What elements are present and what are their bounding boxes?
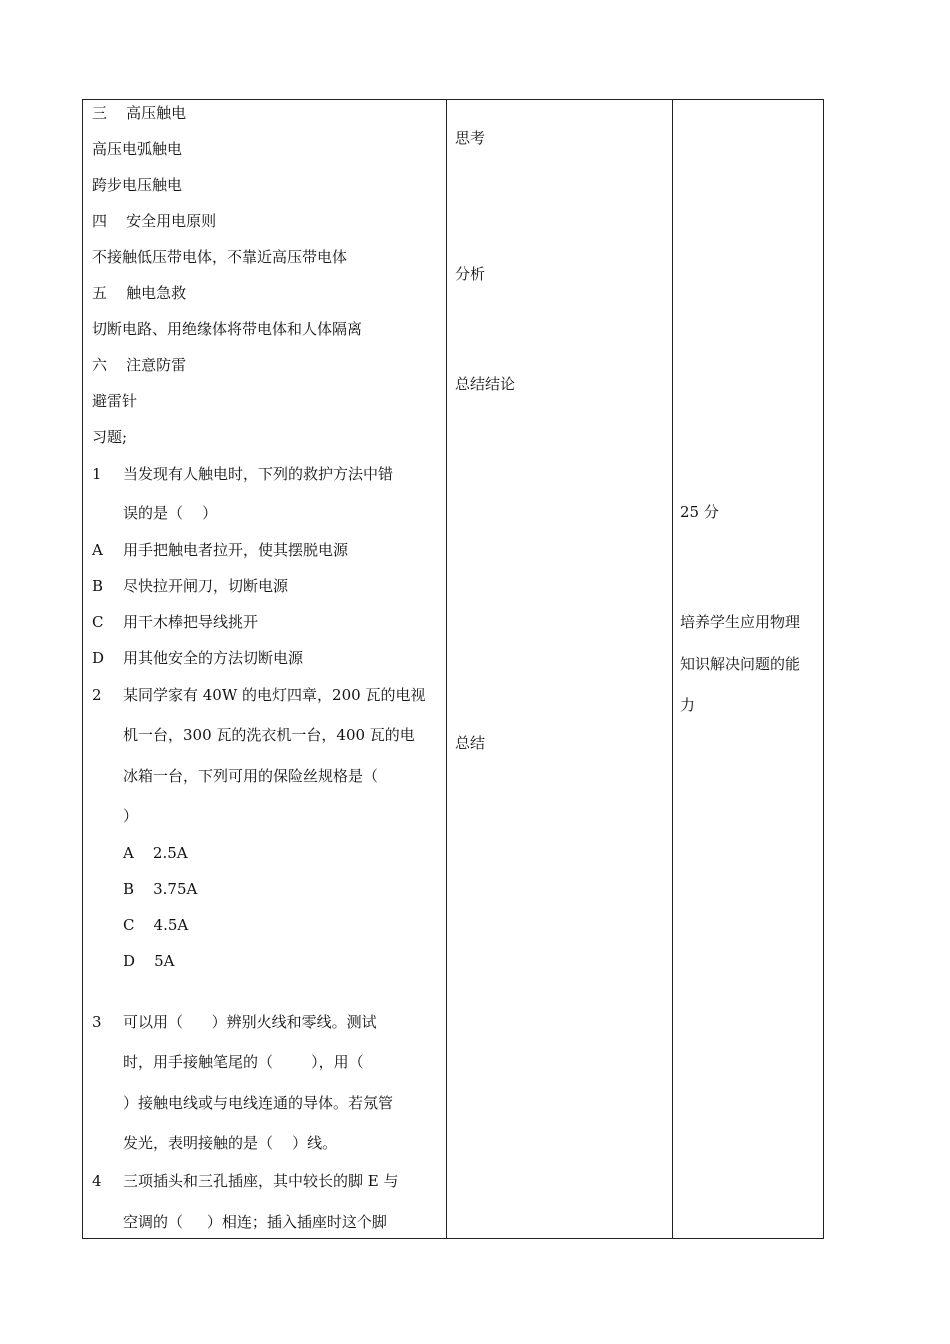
option-text: 用其他安全的方法切断电源 (123, 649, 304, 667)
option-text: 用干木棒把导线挑开 (123, 613, 259, 631)
option-text: 尽快拉开闸刀，切断电源 (123, 577, 289, 595)
exercise-heading: 习题; (92, 428, 128, 446)
text-line: 高压电弧触电 (92, 140, 183, 158)
activity-label: 思考 (455, 129, 486, 147)
question-number: 3 (92, 1013, 102, 1031)
question-number: 2 (92, 686, 102, 704)
activity-label: 分析 (455, 265, 486, 283)
question-text: 某同学家有 40W 的电灯四章，200 瓦的电视 (123, 686, 426, 704)
text-line: 切断电路、用绝缘体将带电体和人体隔离 (92, 320, 363, 338)
option-letter: A (92, 541, 103, 559)
option-text: D 5A (123, 952, 175, 970)
question-text: 误的是（ ） (123, 504, 218, 522)
goal-note: 培养学生应用物理 (680, 613, 801, 631)
question-text: 时，用手接触笔尾的（ ），用（ (123, 1053, 364, 1071)
section-heading: 三 高压触电 (92, 104, 187, 122)
option-letter: D (92, 649, 105, 667)
question-text: 空调的（ ）相连；插入插座时这个脚 (123, 1213, 387, 1231)
text-line: 不接触低压带电体，不靠近高压带电体 (92, 248, 348, 266)
goal-note: 力 (680, 696, 696, 714)
option-text: C 4.5A (123, 916, 189, 934)
question-number: 1 (92, 465, 102, 483)
section-heading: 四 安全用电原则 (92, 212, 217, 230)
question-text: 可以用（ ）辨别火线和零线。测试 (123, 1013, 377, 1031)
question-text: 发光，表明接触的是（ ）线。 (123, 1134, 338, 1152)
question-text: ） (123, 807, 139, 825)
option-text: 用手把触电者拉开，使其摆脱电源 (123, 541, 349, 559)
goal-note: 知识解决问题的能 (680, 655, 801, 673)
option-letter: B (92, 577, 104, 595)
question-text: 机一台，300 瓦的洗衣机一台，400 瓦的电 (123, 726, 415, 744)
question-text: 当发现有人触电时，下列的救护方法中错 (123, 465, 394, 483)
activity-label: 总结 (455, 734, 486, 752)
time-note: 25 分 (680, 503, 719, 521)
column-divider-2 (672, 100, 673, 1238)
question-text: 冰箱一台，下列可用的保险丝规格是（ (123, 767, 379, 785)
section-heading: 六 注意防雷 (92, 356, 187, 374)
text-line: 避雷针 (92, 392, 138, 410)
text-line: 跨步电压触电 (92, 176, 183, 194)
question-number: 4 (92, 1172, 102, 1190)
column-divider-1 (446, 100, 447, 1238)
activity-label: 总结结论 (455, 375, 516, 393)
section-heading: 五 触电急救 (92, 284, 187, 302)
option-text: A 2.5A (123, 844, 188, 862)
option-letter: C (92, 613, 104, 631)
question-text: ）接触电线或与电线连通的导体。若氖管 (123, 1094, 394, 1112)
question-text: 三项插头和三孔插座，其中较长的脚 E 与 (123, 1172, 399, 1190)
option-text: B 3.75A (123, 880, 198, 898)
